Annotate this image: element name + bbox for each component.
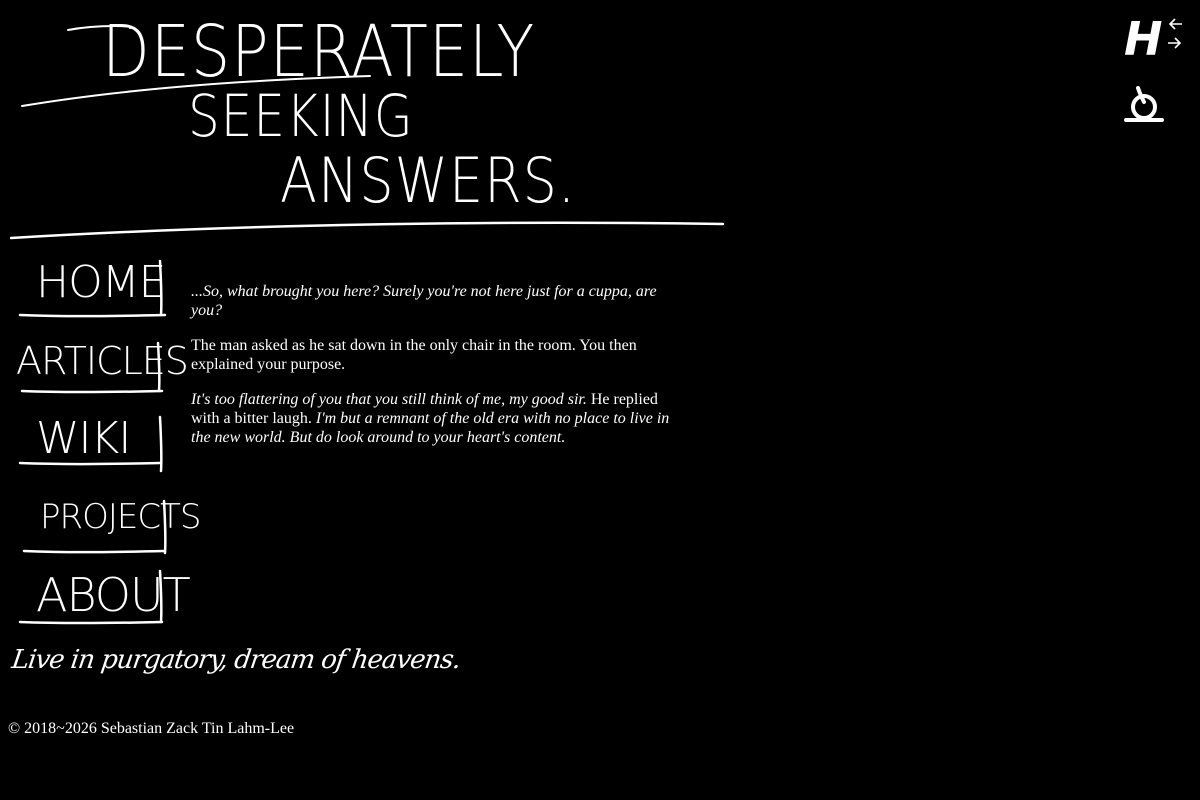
h-letter: H — [1124, 12, 1163, 66]
intro-quote-2: It's too flattering of you that you still think of me, my good sir. — [191, 391, 587, 408]
intro-paragraph-3 — [191, 390, 671, 447]
nav-articles-frame — [10, 333, 170, 399]
nav-home-label: HOME — [36, 257, 166, 308]
nav-home-frame — [10, 255, 170, 321]
nav-projects-label: PROJECTS — [40, 497, 201, 537]
arrows-icon — [1166, 18, 1184, 52]
logo-line-2: SEEKING — [188, 83, 414, 150]
intro-narration: He replied with a bitter laugh. — [191, 391, 658, 427]
nav-projects[interactable] — [10, 489, 201, 555]
nav-about-frame — [10, 567, 170, 633]
tagline — [9, 645, 463, 675]
nav-articles[interactable] — [10, 333, 188, 399]
intro-paragraph-2: The man asked as he sat down in the only chair in the room. You then explained your purpose. — [191, 337, 637, 373]
logo-line-1: DESPERATELY — [102, 9, 536, 93]
nav-projects-frame — [10, 489, 170, 555]
nav-home[interactable] — [10, 255, 175, 321]
nav-about[interactable] — [10, 567, 190, 633]
main-nav — [10, 255, 201, 645]
nav-wiki-label: WIKI — [36, 413, 131, 464]
h-arrows-icon[interactable] — [1124, 12, 1186, 66]
footer-copyright: © 2018~2026 Sebastian Zack Tin Lahm-Lee — [8, 720, 295, 737]
circle-logo-icon[interactable] — [1124, 86, 1164, 124]
intro-quote-1: ...So, what brought you here? Surely you're not here just for a cuppa, are you? — [191, 283, 657, 319]
intro-paragraph-1 — [191, 282, 671, 320]
site-logo[interactable] — [10, 9, 730, 243]
nav-about-label: ABOUT — [36, 568, 190, 622]
nav-articles-label: ARTICLES — [16, 339, 188, 383]
nav-wiki[interactable] — [10, 411, 175, 477]
intro-quote-3: I'm but a remnant of the old era with no place to live in the new world. But do look around to your heart's content. — [191, 410, 670, 446]
intro-text — [191, 282, 671, 463]
logo-line-3: ANSWERS. — [280, 144, 577, 217]
tagline-text: Live in purgatory, dream of heavens. — [9, 645, 463, 675]
nav-wiki-frame — [10, 411, 170, 477]
